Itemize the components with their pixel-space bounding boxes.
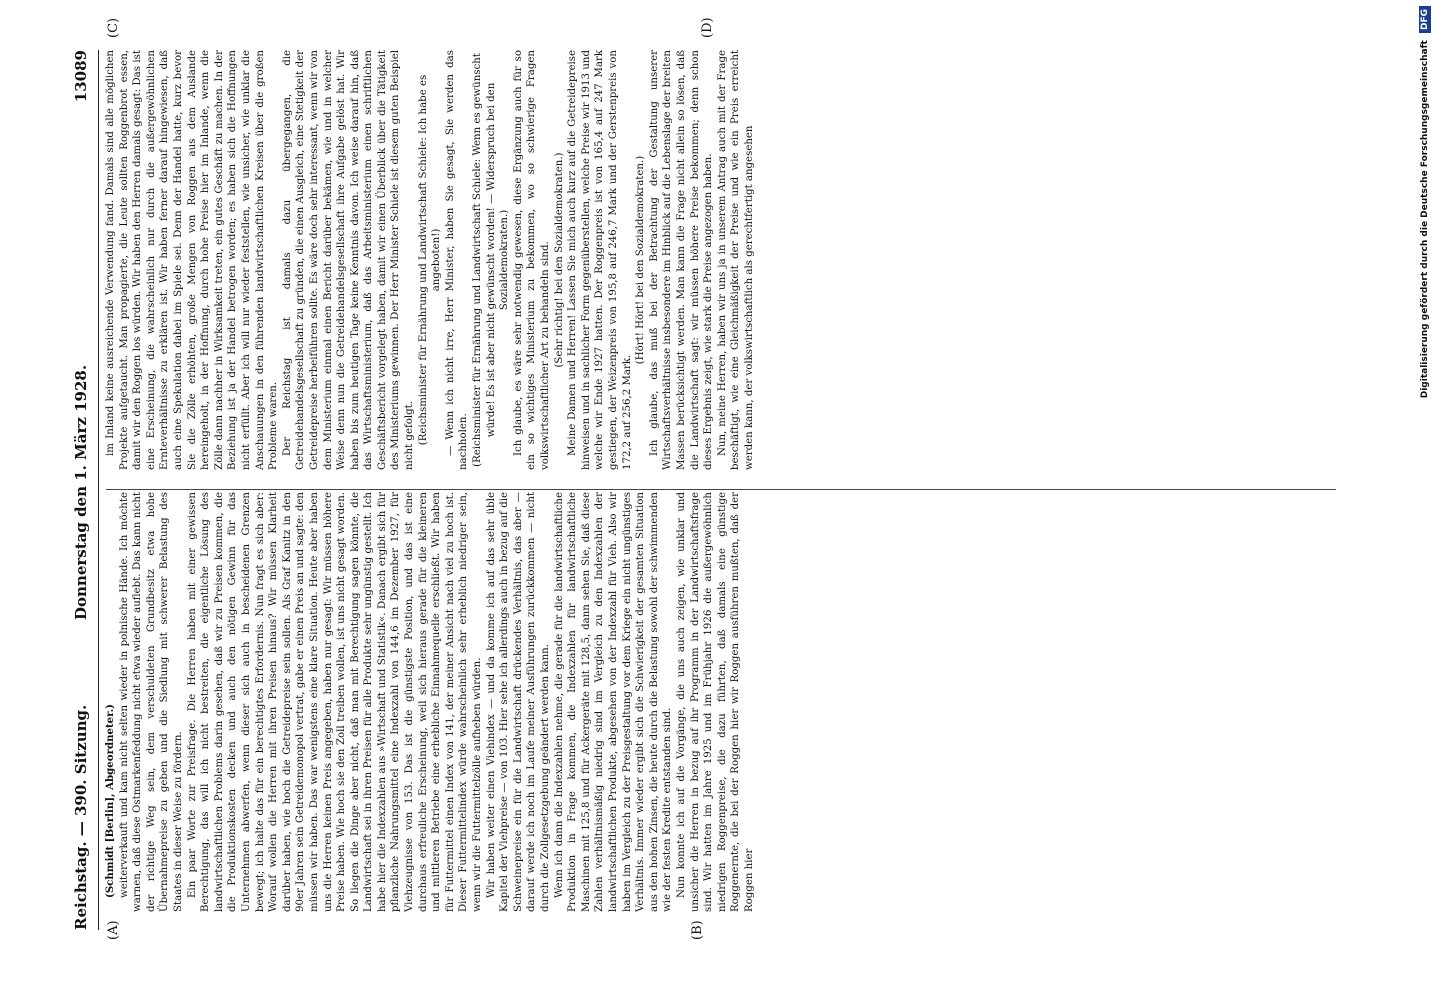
funding-credit: Digitalisierung gefördert durch die Deutsche Forschungsgemeinschaft	[1420, 40, 1430, 399]
margin-letter-a: (A)	[106, 920, 121, 940]
paragraph: Nun konnte ich auf die Vorgänge, die uns auch zeigen, wie unklar und unsicher die Herren in bezug auf ihr Programm in der Landwirtschaftsfrage sind. Wir hatten im Jahre 1925 und im Frühjahr 1926 die außergewöhnlich niedrigen Roggenpreise, die dazu führten, daß damals eine günstige Roggenernte, die bei der Roggen hier wir Roggen ausführen mußten, daß der Roggen hier	[675, 492, 755, 912]
paragraph: Wir haben weiter einen Viehindex — und da komme ich auf das sehr üble Kapitel der Viehpreise — von 103. Hier sehe ich allerdings auch in bezug auf die Schweinepreise ein für die Landwirtschaft drückendes Verhältnis, das aber — darauf werde ich noch im Laufe meiner Ausführungen zurückkommen — nicht durch die Zollgesetzgebung geändert werden kann.	[485, 492, 551, 912]
header-session: Reichstag. — 390. Sitzung.	[72, 704, 90, 930]
paragraph: Der Reichstag ist damals dazu übergegangen, die Getreidehandelsgesellschaft zu gründen, die einen Ausgleich, eine Stetigkeit der Getreidepreise herbeiführen sollte. Es wäre doch sehr interessant, wenn wir von dem Ministerium einmal einen Bericht darüber bekämen, wie und in welcher Weise denn nun die Getreidehandelsgesellschaft ihre Aufgabe gelöst hat. Wir haben bis zum heutigen Tage keine Kenntnis davon. Ich weise darauf hin, daß das Wirtschaftsministerium, daß das Arbeitsministerium einen schriftlichen Geschäftsbericht vorgelegt haben, damit wir einen Überblick über die Tätigkeit des Ministeriums gewinnen. Der Herr Minister Schiele ist diesem guten Beispiel nicht gefolgt.	[281, 50, 416, 470]
paragraph: weiterverkauft und kam nicht selten wieder in polnische Hände. Ich möchte warnen, daß diese Ostmarkenfeddung nicht etwa wieder auflebt. Das kann nicht der richtige Weg sein, dem verschuldeten Grundbesitz etwa hohe Übernahmepreise zu geben und die Siedlung mit schwerer Belastung des Staates in dieser Weise zu fördern.	[118, 492, 184, 912]
paragraph: Nun, meine Herren, haben wir uns ja in unserem Antrag auch mit der Frage beschäftigt, wie eine Gleichmäßigkeit der Preise und wie ein Preis erreicht werden kann, der volkswirtschaftlich als gerechtfertigt angesehen	[716, 50, 755, 470]
interjection: (Reichsminister für Ernährung und Landwirtschaft Schiele: Wenn es gewünscht würde! Es ist aber nicht gewünscht worden! — Widerspruch bei den Sozialdemokraten.)	[472, 53, 511, 467]
interjection: (Sehr richtig! bei den Sozialdemokraten.)	[553, 152, 565, 368]
page-header	[72, 50, 98, 930]
header-rule	[98, 50, 99, 930]
paragraph: Ich glaube, das muß bei der Betrachtung der Gestaltung unserer Wirtschaftsverhältnisse insbesondere im Hinblick auf die Lebenslage der breiten Massen berücksichtigt werden. Man kann die Frage nicht allein so lösen, daß die Landwirtschaft sagt: wir müssen höhere Preise bekommen; denn schon dieses Ergebnis zeigt, wie stark die Preise angezogen haben.	[648, 50, 715, 470]
interjection: (Hört! Hört! bei den Sozialdemokraten.)	[635, 155, 647, 365]
paragraph: Ich glaube, es wäre sehr notwendig gewesen, diese Ergänzung auch für so ein so wichtiges Ministerium zu bekommen, wo so schwierige Fragen volkswirtschaftlicher Art zu behandeln sind.	[512, 50, 551, 470]
interjection: (Reichsminister für Ernährung und Landwirtschaft Schiele: Ich habe es angeboten!)	[417, 74, 443, 446]
paragraph: im Inland keine ausreichende Verwendung fand. Damals sind alle möglichen Projekte aufgetaucht. Man propagierte, die Leute sollten Roggenbrot essen, damit wir den Roggen los würden. Wir haben den Herren damals gesagt: Das ist eine Erscheinung, die wahrscheinlich nur durch die außergewöhnlichen Ernteverhältnisse zu erklären ist. Wir haben ferner darauf hingewiesen, daß auch eine Spekulation dabei im Spiele sei. Denn der Handel hatte, kurz bevor Sie die Zölle erhöhten, große Mengen von Roggen aus dem Auslande hereingeholt, in der Hoffnung, durch hohe Preise hier im Inlande, wenn die Zölle dann nachher in Wirksamkeit treten, ein gutes Geschäft zu machen. In der Beziehung ist ja der Handel betrogen worden; es haben sich die Hoffnungen nicht erfüllt. Aber ich will nur wieder feststellen, wie unsicher, wie unklar die Anschauungen in den führenden landwirtschaftlichen Kreisen über die großen Probleme waren.	[105, 50, 280, 470]
margin-letter-d: (D)	[700, 17, 715, 38]
column-separator	[106, 489, 1336, 490]
paragraph: Meine Damen und Herren! Lassen Sie mich auch kurz auf die Getreidepreise hinweisen und in sachlicher Form gegenüberstellen, welche Preise wir 1913 und welche wir Ende 1927 hatten. Der Roggenpreis ist von 165,4 auf 247 Mark gestiegen, der Weizenpreis von 195,8 auf 246,7 Mark und der Gerstenpreis von 172,2 auf 256,2 Mark.	[567, 50, 633, 470]
text-column-right	[104, 50, 1334, 470]
speaker-line: (Schmidt [Berlin], Abgeordneter.)	[104, 704, 116, 898]
margin-letter-c: (C)	[106, 17, 121, 38]
dfg-logo: DFG	[1419, 6, 1431, 33]
page-number: 13089	[72, 50, 90, 103]
paragraph: Wenn ich dann die Indexzahlen nehme, die gerade für die landwirtschaftliche Produktion in Frage kommen, die Indexzahlen für landwirtschaftliche Maschinen mit 125,8 und für Ackergeräte mit 128,5, dann sehen Sie, daß diese Zahlen verhältnismäßig niedrig sind im Vergleich zu den Indexzahlen der landwirtschaftlichen Produkte, abgesehen von der Indexzahl für Vieh. Also wir haben im Vergleich zu der Preisgestaltung vor dem Kriege ein nicht ungünstiges Verhältnis. Immer wieder ergibt sich die Schwierigkeit der gesamten Situation aus den hohen Zinsen, die heute durch die Belastung sowohl der schwimmenden wie der festen Kredite entstanden sind.	[553, 492, 674, 912]
paragraph: — Wenn ich nicht irre, Herr Minister, haben Sie gesagt, Sie werden das nachholen.	[444, 50, 470, 470]
margin-letter-b: (B)	[690, 920, 705, 940]
paragraph: Ein paar Worte zur Preisfrage. Die Herren haben mit einer gewissen Berechtigung, das will ich nicht bestreiten, die eigentliche Lösung des landwirtschaftlichen Problems darin gesehen, daß wir zu Preisen kommen, die die Produktionskosten decken und auch den nötigen Gewinn für das Unternehmen abwerfen, wenn dieser sich auch in bescheidenen Grenzen bewegt; ich halte das für ein berechtigtes Erfordernis. Nun fragt es sich aber: Worauf wollen die Herren mit ihren Preisen hinaus? Wir müssen Klarheit darüber haben, wie hoch die Getreidepreise sein sollen. Als Graf Kanitz in den 90er Jahren sein Getreidemonopol vertrat, gabe er einen Preis an und sagte: den müssen wir haben. Das war wenigstens eine klare Situation. Heute aber haben uns die Herren keinen Preis angegeben, haben nur gesagt: Wir müssen höhere Preise haben. Wie hoch sie den Zoll treiben wollen, ist uns nicht gesagt worden. So liegen die Dinge aber nicht, daß man mit Berechtigung sagen könnte, die Landwirtschaft sei in ihren Preisen für alle Produkte sehr ungünstig gestellt. Ich habe hier die Indexzahlen aus »Wirtschaft und Statistik«. Danach ergibt sich für pflanzliche Nahrungsmittel eine Indexzahl von 144,6 im Dezember 1927, für Viehzeugnisse von 153. Das ist die günstigste Position, und das ist eine durchaus erfreuliche Erscheinung, weil sich hieraus gerade für die kleineren und mittleren Betriebe eine erhebliche Einnahmequelle erschließt. Wir haben für Futtermittel einen Index von 141, der meiner Ansicht nach viel zu hoch ist. Dieser Futtermittelindex würde wahrscheinlich sehr erheblich niedriger sein, wenn wir die Futtermittelzölle aufheben würden.	[186, 492, 484, 912]
text-column-left	[104, 492, 1334, 912]
header-date: Donnerstag den 1. März 1928.	[72, 364, 90, 620]
digitization-sidebar	[1416, 0, 1434, 1000]
